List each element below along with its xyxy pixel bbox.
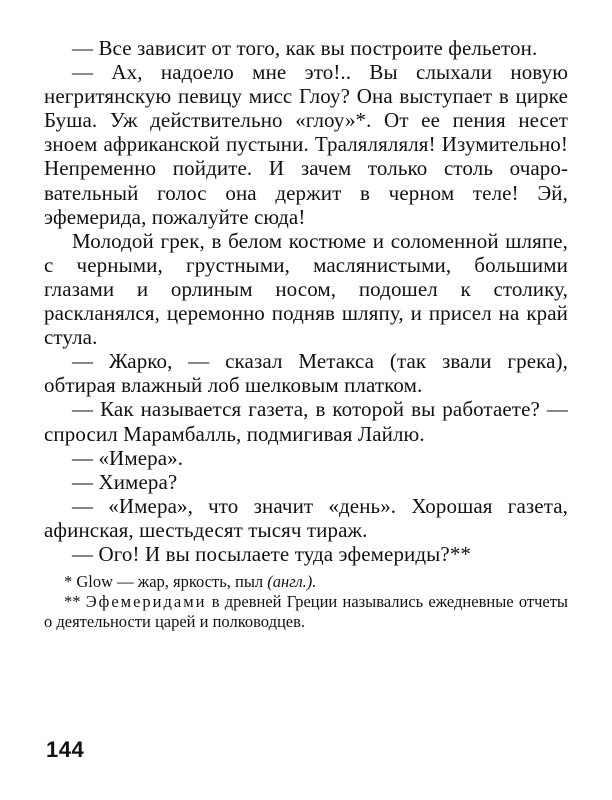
paragraph: — «Имера». [72,445,184,470]
footnotes [44,572,568,632]
footnote-term: Эфемеридами [85,592,207,612]
book-page [44,36,568,632]
paragraph: — Как называется газета, в которой вы работаете? — спросил Марамбалль, подмигивая Лайлю. [44,397,568,446]
footnote-marker: ** [64,592,81,612]
footnote-language: (англ.). [267,572,317,592]
footnote-glow [44,572,568,592]
footnote-term: Glow [76,572,114,592]
footnote-marker: * [64,572,73,592]
main-text [44,36,568,566]
footnote-text: в древней Греции назывались ежедневные отчеты о деятельности царей и полководцев. [44,592,569,632]
paragraph: — Все зависит от того, как вы построите фельетон. [72,36,538,60]
paragraph: — «Имера», что значит «день». Хорошая газета, афинская, шестьдесят тысяч тираж. [44,493,568,542]
paragraph: — Ах, надоело мне это!.. Вы слыхали новую негритянскую певицу мисс Глоу? Она выступает в цирке Буша. Уж действительно «глоу»*. От ее пения несет зноем африканской пустыни. Траляляляля! Изумительно! Непременно пойдите. И зачем только столь очаровательный голос она держит в черном теле! Эй, эфемерида, пожалуйте сюда! [44,60,568,229]
footnote-ephemerides [44,592,568,632]
paragraph: — Жарко, — сказал Метакса (так звали грека), обтирая влажный лоб шелковым платком. [44,349,568,398]
paragraph: Молодой грек, в белом костюме и соломенной шляпе, с черными, грустными, маслянистыми, большими глазами и орлиным носом, подошел к столику, раскланялся, церемонно подняв шляпу, и присел на край стула. [44,228,568,350]
page-number: 144 [46,737,85,762]
footnote-text: — жар, яркость, пыл [117,572,264,592]
paragraph: — Химера? [72,469,178,494]
paragraph: — Ого! И вы посылаете туда эфемериды?** [72,541,472,566]
